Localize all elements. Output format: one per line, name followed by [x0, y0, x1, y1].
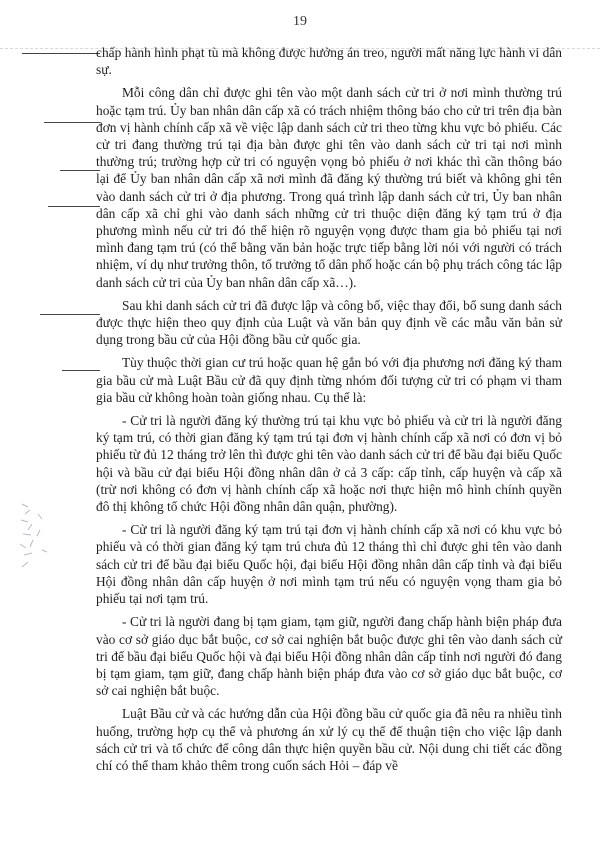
margin-pen-stroke — [60, 170, 100, 171]
margin-pen-stroke — [44, 122, 100, 123]
paragraph-8: Luật Bầu cử và các hướng dẫn của Hội đồng bầu cử quốc gia đã nêu ra nhiều tình huống, trường hợp cụ thể và phương án xử lý cụ thể để thuận tiện cho việc lập danh sách cử tri và tổ chức để công dân thực hiện quyền bầu cử. Nội dung chi tiết các đồng chí có thể tham khảo thêm trong cuốn sách Hỏi – đáp về — [96, 706, 562, 773]
paragraph-2: Mỗi công dân chỉ được ghi tên vào một danh sách cử tri ở nơi mình thường trú hoặc tạm trú. Ủy ban nhân dân cấp xã có trách nhiệm thông báo cho cử tri trên địa bàn đơn vị hành chính cấp xã về việc lập danh sách cử tri theo từng khu vực bỏ phiếu. Các cử tri đang thường trú tại địa bàn được ghi tên vào danh sách cử tri tại nơi mình thường trú; trường hợp cử tri có nguyện vọng bỏ phiếu ở nơi khác thì cần thông báo lại để Ủy ban nhân dân cấp xã nơi mình đã đăng ký thường trú biết và không ghi tên vào danh sách cử tri ở địa phương. Trong quá trình lập danh sách cử tri, Ủy ban nhân dân cấp xã chỉ ghi vào danh sách những cử tri thuộc diện đăng ký tạm trú ở địa phương mình nếu cử tri đó thể hiện rõ nguyện vọng được tham gia bỏ phiếu tại nơi mình đang tạm trú (có thể bằng văn bản hoặc trực tiếp bằng lời nói với người có trách nhiệm, ví dụ như trưởng thôn, tổ trưởng tổ dân phố hoặc cán bộ phụ trách công tác lập danh sách cử tri của Ủy ban nhân dân cấp xã…). — [96, 85, 562, 290]
page-number: 19 — [293, 14, 307, 29]
margin-ink-marks — [18, 500, 52, 570]
paragraph-4: Tùy thuộc thời gian cư trú hoặc quan hệ gắn bó với địa phương nơi đăng ký tham gia bầu cử mà Luật Bầu cử đã quy định từng nhóm đối tượng cử tri có phạm vi tham gia bầu cử không hoàn toàn giống nhau. Cụ thể là: — [96, 355, 562, 405]
margin-pen-stroke — [40, 314, 100, 315]
document-body — [96, 44, 562, 780]
paragraph-5: - Cử tri là người đăng ký thường trú tại khu vực bỏ phiếu và cử tri là người đăng ký tạm trú, có thời gian đăng ký tạm trú tại đơn vị hành chính cấp xã nơi có đơn vị bỏ phiếu từ đủ 12 tháng trở lên thì được ghi tên vào danh sách cử tri để bầu đại biểu Quốc hội và bầu cử đại biểu Hội đồng nhân dân ở cả 3 cấp: cấp tỉnh, cấp huyện và cấp xã (trừ nơi không có đơn vị hành chính cấp xã hoặc nơi thực hiện mô hình chính quyền đô thị không tổ chức Hội đồng nhân dân quận, phường). — [96, 413, 562, 515]
paragraph-1: chấp hành hình phạt tù mà không được hưởng án treo, người mất năng lực hành vi dân sự. — [96, 45, 562, 78]
margin-pen-stroke — [62, 370, 100, 371]
paragraph-3: Sau khi danh sách cử tri đã được lập và công bố, việc thay đổi, bổ sung danh sách được thực hiện theo quy định của Luật và văn bản quy định về các mẫu văn bản sử dụng trong bầu cử của Hội đồng bầu cử quốc gia. — [96, 297, 562, 348]
margin-pen-stroke — [48, 206, 100, 207]
paragraph-6: - Cử tri là người đăng ký tạm trú tại đơn vị hành chính cấp xã nơi có khu vực bỏ phiếu và có thời gian đăng ký tạm trú chưa đủ 12 tháng thì chỉ được ghi tên vào danh sách cử tri để bầu đại biểu Quốc hội, đại biểu Hội đồng nhân dân cấp tỉnh và đại biểu Hội đồng nhân dân cấp huyện ở nơi mình tạm trú nếu có nguyện vọng tham gia bỏ phiếu tại nơi tạm trú. — [96, 522, 562, 607]
margin-pen-stroke — [22, 53, 100, 54]
paragraph-7: - Cử tri là người đang bị tạm giam, tạm giữ, người đang chấp hành biện pháp đưa vào cơ sở giáo dục bắt buộc, cơ sở cai nghiện bắt buộc được ghi tên vào danh sách cử tri để bầu đại biểu Quốc hội và đại biểu Hội đồng nhân dân cấp tỉnh nơi người đó đang bị tạm giam, tạm giữ, đang chấp hành biện pháp đưa vào cơ sở giáo dục bắt buộc, cơ sở cai nghiện bắt buộc. — [96, 614, 562, 699]
